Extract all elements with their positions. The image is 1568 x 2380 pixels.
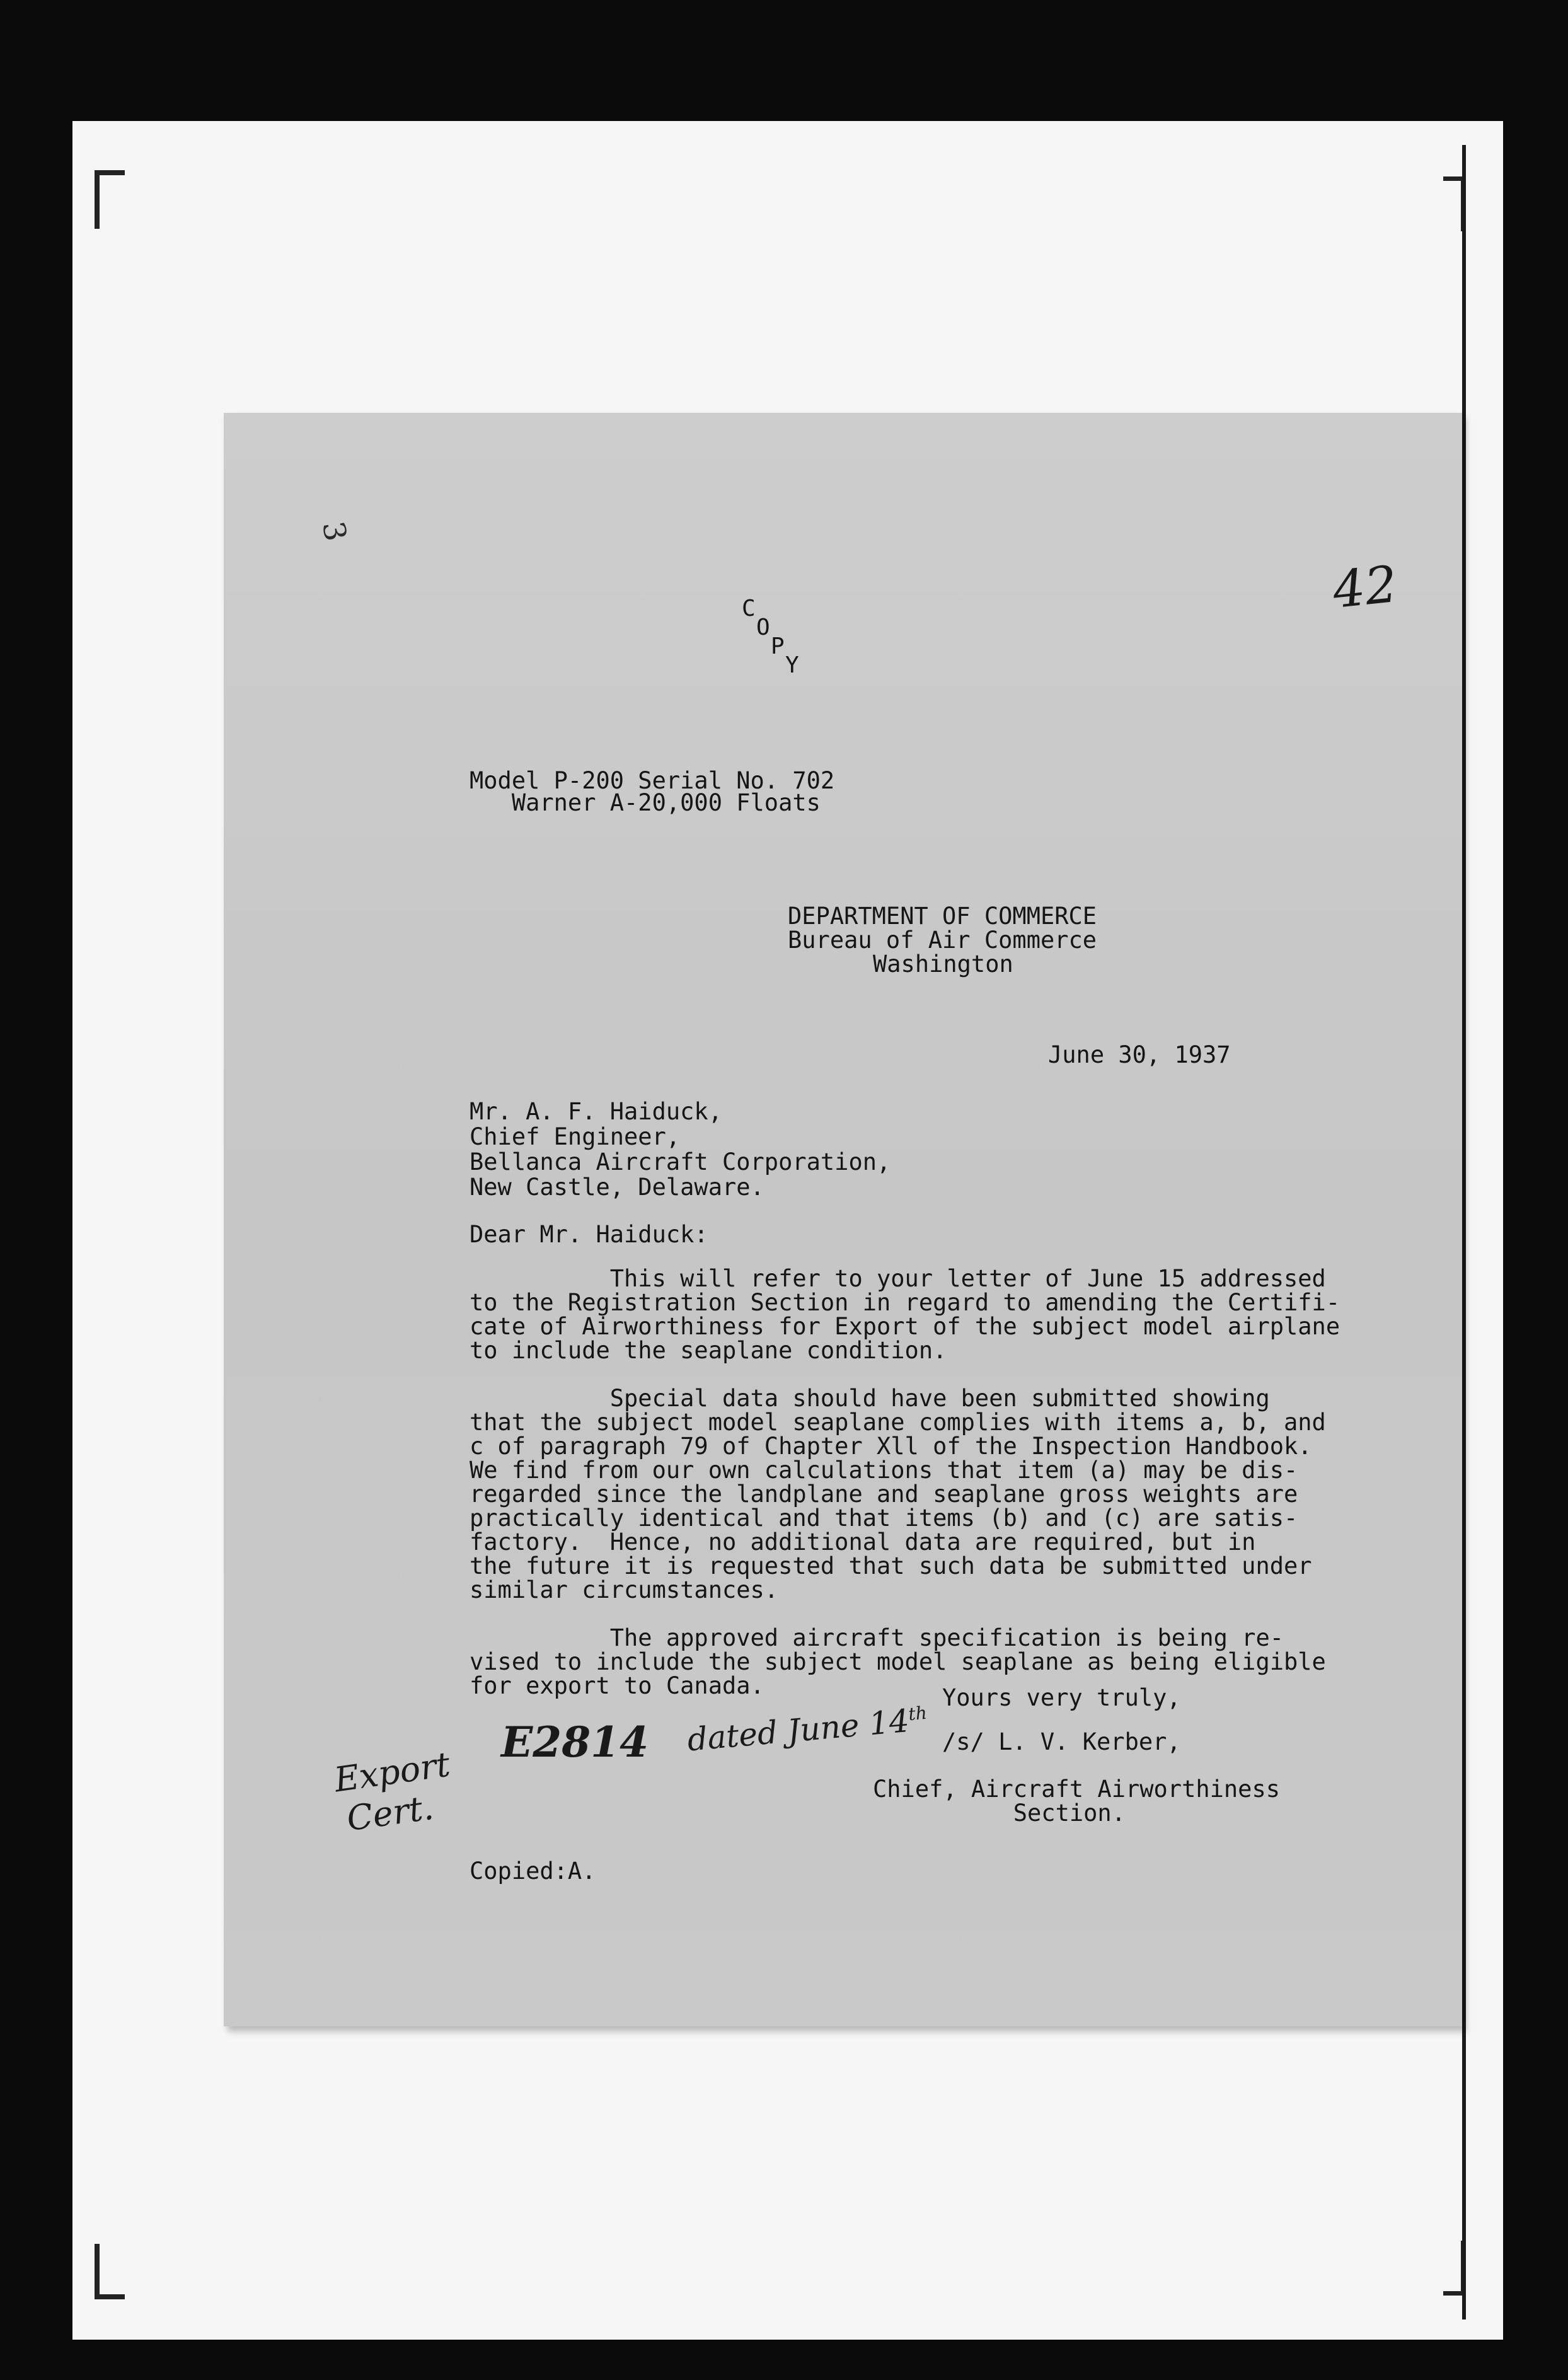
handwritten-cert-number: E2814 bbox=[501, 1718, 649, 1767]
letterhead-department: DEPARTMENT OF COMMERCE bbox=[788, 903, 1097, 930]
paragraph-line: factory. Hence, no additional data are required, but in bbox=[470, 1528, 1256, 1556]
signature: /s/ L. V. Kerber, bbox=[942, 1728, 1181, 1755]
paragraph-line: cate of Airworthiness for Export of the subject model airplane bbox=[470, 1313, 1340, 1340]
copy-stamp-letter: Y bbox=[785, 652, 799, 678]
paragraph-line: vised to include the subject model seaplane as being eligible bbox=[470, 1648, 1326, 1675]
paragraph-line: that the subject model seaplane complies with items a, b, and bbox=[470, 1409, 1326, 1436]
frame-edge-line bbox=[1462, 145, 1466, 2319]
copy-stamp-letter: O bbox=[756, 615, 770, 640]
paragraph-line: We find from our own calculations that item (a) may be dis- bbox=[470, 1457, 1298, 1484]
paragraph-line: for export to Canada. bbox=[470, 1672, 764, 1699]
letter-sheet bbox=[224, 413, 1462, 2026]
letterhead-bureau: Bureau of Air Commerce bbox=[788, 927, 1097, 954]
paragraph-line: to include the seaplane condition. bbox=[470, 1337, 947, 1364]
copy-stamp-letter: C bbox=[742, 596, 756, 621]
address-line: Bellanca Aircraft Corporation, bbox=[470, 1148, 891, 1176]
handwritten-dated-note: dated June 14th bbox=[686, 1702, 928, 1759]
paragraph-line: to the Registration Section in regard to amending the Certifi- bbox=[470, 1289, 1340, 1316]
address-line: Chief Engineer, bbox=[470, 1123, 681, 1150]
frame-corner-mark bbox=[95, 2244, 125, 2299]
paragraph-line: This will refer to your letter of June 15 addressed bbox=[470, 1265, 1326, 1292]
model-line: Model P-200 Serial No. 702 bbox=[470, 767, 835, 794]
paragraph-line: c of paragraph 79 of Chapter Xll of the Inspection Handbook. bbox=[470, 1433, 1312, 1460]
paragraph-line: Special data should have been submitted showing bbox=[470, 1385, 1270, 1412]
handwritten-export-note: Cert. bbox=[344, 1787, 436, 1839]
paragraph-line: practically identical and that items (b) and (c) are satis- bbox=[470, 1505, 1298, 1532]
model-line: Warner A-20,000 Floats bbox=[470, 789, 821, 816]
corner-mark: 3 bbox=[315, 519, 354, 544]
signer-title: Section. bbox=[873, 1799, 1126, 1827]
letterhead-city: Washington bbox=[873, 950, 1013, 978]
paragraph-line: The approved aircraft specification is being re- bbox=[470, 1624, 1284, 1651]
copied-note: Copied:A. bbox=[470, 1857, 596, 1885]
signer-title: Chief, Aircraft Airworthiness bbox=[873, 1776, 1281, 1803]
frame-corner-mark bbox=[95, 170, 125, 229]
address-line: Mr. A. F. Haiduck, bbox=[470, 1098, 722, 1125]
closing: Yours very truly, bbox=[942, 1684, 1181, 1711]
address-line: New Castle, Delaware. bbox=[470, 1174, 764, 1201]
paragraph-line: regarded since the landplane and seaplane gross weights are bbox=[470, 1481, 1298, 1508]
handwritten-export-note: Export bbox=[331, 1744, 453, 1800]
paragraph-line: the future it is requested that such data be submitted under bbox=[470, 1552, 1312, 1580]
salutation: Dear Mr. Haiduck: bbox=[470, 1221, 708, 1248]
letter-date: June 30, 1937 bbox=[1048, 1041, 1231, 1068]
handwritten-page-number: 42 bbox=[1330, 554, 1400, 620]
copy-stamp-letter: P bbox=[771, 633, 785, 659]
paragraph-line: similar circumstances. bbox=[470, 1576, 779, 1603]
